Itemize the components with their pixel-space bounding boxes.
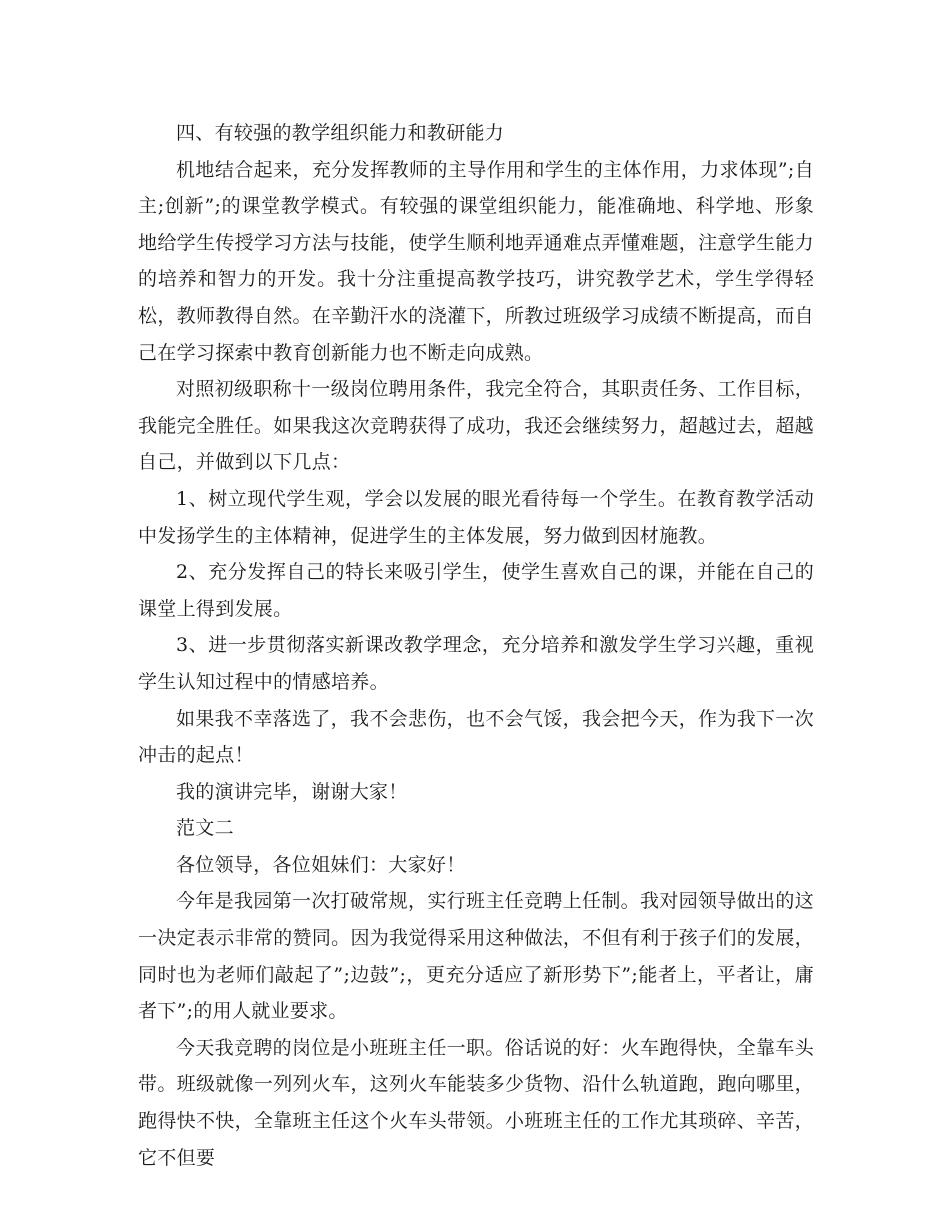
greeting: 各位领导，各位姐妹们：大家好！: [176, 853, 466, 876]
body-paragraph: 今天我竞聘的岗位是小班班主任一职。俗话说的好：火车跑得快，全靠车头带。班级就像一列列火车，这列火车能装多少货物、沿什么轨道跑，跑向哪里，跑得快不快，全靠班主任这个火车头带领。小班班主任的工作尤其琐碎、辛苦，它不但要: [138, 1036, 814, 1169]
body-paragraph: 今年是我园第一次打破常规，实行班主任竞聘上任制。我对园领导做出的这一决定表示非常的赞同。因为我觉得采用这种做法，不但有利于孩子们的发展，同时也为老师们敲起了”;边鼓”;，更充分适应了新形势下”;能者上，平者让，庸者下”;的用人就业要求。: [138, 890, 814, 1023]
body-paragraph: 对照初级职称十一级岗位聘用条件，我完全符合，其职责任务、工作目标，我能完全胜任。如果我这次竞聘获得了成功，我还会继续努力，超越过去，超越自己，并做到以下几点：: [138, 378, 814, 474]
body-paragraph: 如果我不幸落选了，我不会悲伤，也不会气馁，我会把今天，作为我下一次冲击的起点！: [138, 707, 814, 767]
document-body: [138, 115, 814, 1176]
list-item: 1、树立现代学生观，学会以发展的眼光看待每一个学生。在教育教学活动中发扬学生的主体精神，促进学生的主体发展，努力做到因材施教。: [138, 487, 814, 547]
list-item: 2、充分发挥自己的特长来吸引学生，使学生喜欢自己的课，并能在自己的课堂上得到发展。: [138, 561, 814, 620]
list-item: 3、进一步贯彻落实新课改教学理念，充分培养和激发学生学习兴趣，重视学生认知过程中的情感培养。: [138, 634, 814, 693]
section-heading: 四、有较强的教学组织能力和教研能力: [176, 122, 505, 144]
section-title: 范文二: [176, 817, 234, 840]
body-paragraph: 机地结合起来，充分发挥教师的主导作用和学生的主体作用，力求体现”;自主;创新”;的课堂教学模式。有较强的课堂组织能力，能准确地、科学地、形象地给学生传授学习方法与技能，使学生顺利地弄通难点弄懂难题，注意学生能力的培养和智力的开发。我十分注重提高教学技巧，讲究教学艺术，学生学得轻松，教师教得自然。在辛勤汗水的浇灌下，所教过班级学习成绩不断提高，而自己在学习探索中教育创新能力也不断走向成熟。: [138, 158, 814, 364]
body-paragraph: 我的演讲完毕，谢谢大家！: [176, 780, 408, 803]
